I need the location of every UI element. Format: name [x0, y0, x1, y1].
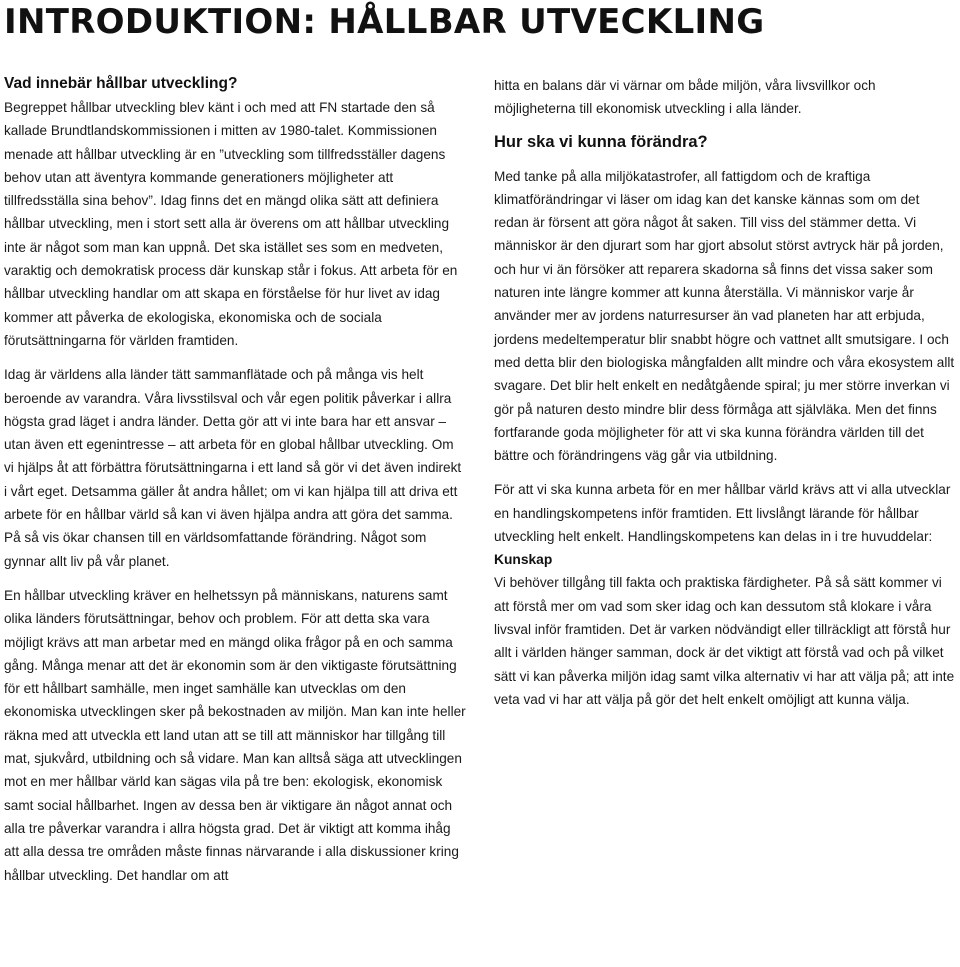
page-title: INTRODUKTION: HÅLLBAR UTVECKLING [4, 2, 765, 42]
section-heading-what: Vad innebär hållbar utveckling? [4, 75, 238, 92]
paragraph: Vi behöver tillgång till fakta och praktiska färdigheter. På så sätt kommer vi att förstå mer om vad som sker idag och kan dessutom stå klokare i våra livsval inför framtiden. Det är varken nödvändigt eller tillräckligt att förstå hur allt i världen hänger samman, dock är det viktigt att förstå vad och på vilket sätt vi kan påverka miljön idag samt vilka alternativ vi har att välja på; att inte veta vad vi har att välja på gör det helt enkelt omöjligt att kunna välja. [494, 575, 955, 707]
paragraph: En hållbar utveckling kräver en helhetssyn på människans, naturens samt olika länders förutsättningar, behov och problem. För att detta ska vara möjligt krävs att man arbetar med en mängd olika frågor på en och samma gång. Många menar att det är ekonomin som är den viktigaste förutsättning för ett hållbart samhälle, men inget samhälle kan utvecklas om den ekonomiska utvecklingen sker på bekostnaden av miljön. Man kan inte heller räkna med att utveckla ett land utan att se till att människor har tillgång till mat, sjukvård, utbildning och så vidare. Man kan alltså säga att utvecklingen mot en mer hållbar värld kan sägas vila på tre ben: ekologisk, ekonomisk samt social hållbarhet. Ingen av dessa ben är viktigare än något annat och alla tre påverkar varandra i allra högsta grad. Det är viktigt att komma ihåg att alla dessa tre områden måste finnas närvarande i alla diskussioner kring hållbar utveckling. Det handlar om att [4, 587, 466, 883]
paragraph: För att vi ska kunna arbeta för en mer hållbar värld krävs att vi alla utvecklar en handlingskompetens inför framtiden. Ett livslångt lärande för hållbar utveckling helt enkelt. Handlingskompetens kan delas in i tre huvuddelar: [494, 482, 951, 545]
paragraph-continuation: hitta en balans där vi värnar om både miljön, våra livsvillkor och möjligheterna till ekonomisk utveckling i alla länder. [494, 78, 876, 117]
paragraph: Med tanke på alla miljökatastrofer, all fattigdom och de kraftiga klimatförändringar vi läser om idag kan det kanske kännas som om det redan är försent att göra något åt saken. Till viss del stämmer detta. Vi människor är den djurart som har gjort absolut störst avtryck här på jorden, och hur vi än försöker att reparera skadorna så finns det vissa saker som naturen inte längre kommer att kunna återställa. Vi människor varje år använder mer av jordens naturresurser än vad planeten har att erbjuda, jordens medeltemperatur blir snabbt högre och vattnet allt smutsigare. I och med detta blir den biologiska mångfalden allt mindre och våra ekosystem allt svagare. Det blir helt enkelt en nedåtgående spiral; ju mer större inverkan vi gör på naturen desto mindre blir dess förmåga att självläka. Men det finns fortfarande goda möjligheter för att vi ska kunna förändra världen till det bättre och förändringens väg går via utbildning. [494, 168, 955, 464]
paragraph: Idag är världens alla länder tätt sammanflätade och på många vis helt beroende av varandra. Våra livsstilsval och vår egen politik påverkar i allra högsta grad läget i andra länder. Detta gör att vi inte bara har ett ansvar – utan även ett egenintresse – att arbeta för en global hållbar utveckling. Om vi hjälps åt att förbättra förutsättningarna i ett land så gör vi det även indirekt i vårt eget. Detsamma gäller åt andra hållet; om vi kan hjälpa till att driva ett arbete för en hållbar värld så kan vi även hjälpa andra att göra det samma. På så vis ökar chansen till en världsomfattande förändring. Något som gynnar allt liv på vår planet. [4, 367, 462, 569]
right-column [494, 74, 956, 711]
subheading-kunskap: Kunskap [494, 552, 553, 568]
section-heading-how: Hur ska vi kunna förändra? [494, 132, 708, 151]
left-column [4, 72, 466, 887]
paragraph: Begreppet hållbar utveckling blev känt i och med att FN startade den så kallade Brundtlandskommissionen i mitten av 1980-talet. Kommissionen menade att hållbar utveckling är en ”utveckling som tillfredsställer dagens behov utan att äventyra kommande generationers möjligheter att tillfredsställa sina behov”. Idag finns det en mängd olika sätt att definiera hållbar utveckling, men i stort sett alla är överens om att hållbar utveckling inte är något som man kan uppnå. Det ska istället ses som en medveten, varaktig och demokratisk process där kunskap står i fokus. Att arbeta för en hållbar utveckling handlar om att skapa en förståelse för hur livet av idag kommer att påverka de ekologiska, ekonomiska och de sociala förutsättningarna för världen framtiden. [4, 100, 458, 348]
